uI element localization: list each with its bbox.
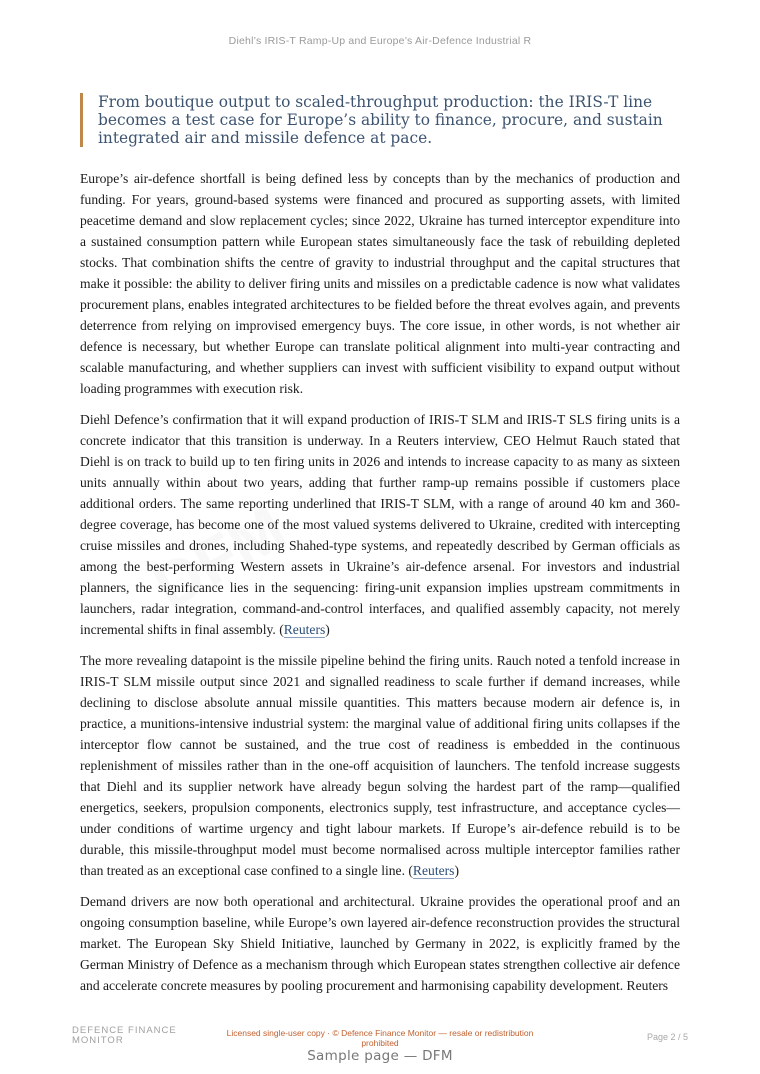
citation-link-reuters[interactable]: Reuters (412, 863, 455, 878)
page-number: Page 2 / 5 (646, 1032, 688, 1042)
footer-brand (72, 1026, 212, 1046)
body-paragraph (80, 168, 680, 399)
body-paragraph (80, 409, 680, 640)
running-header: Diehl’s IRIS-T Ramp-Up and Europe’s Air-Defence Industrial R (228, 35, 532, 47)
body-paragraph (80, 650, 680, 881)
paragraph-text: Demand drivers are now both operational and architectural. Ukraine provides the operational proof and an ongoing consumption baseline, while Europe’s own layered air-defence reconstruction provides the structural market. The European Sky Shield Initiative, launched by Germany in 2022, is explicitly framed by the German Ministry of Defence as a mechanism through which European states strengthen collective air defence and accelerate concrete measures by pooling procurement and harmonising capability development. Reuters (80, 894, 680, 993)
citation: (Reuters) (279, 622, 330, 637)
brand-line: MONITOR (72, 1035, 124, 1046)
paragraph-text: The more revealing datapoint is the missile pipeline behind the firing units. Rauch noted a tenfold increase in IRIS-T SLM missile output since 2021 and signalled readiness to scale further if demand increases, while declining to disclose absolute annual missile quantities. This matters because modern air defence is, in practice, a munitions-intensive industrial system: the marginal value of additional firing units collapses if the interceptor flow cannot be sustained, and the true cost of readiness is embedded in the continuous replenishment of missiles rather than in the one-off acquisition of launchers. The tenfold increase suggests that Diehl and its supplier network have already begun solving the hardest part of the ramp—qualified energetics, seekers, propulsion components, electronics supply, test infrastructure, and acceptance cycles—under conditions of wartime urgency and tight labour markets. If Europe’s air-defence rebuild is to be durable, this missile-throughput model must become normalised across multiple interceptor families rather than treated as an exceptional case confined to a single line. (80, 653, 680, 878)
sample-page-label: Sample page — DFM (307, 1048, 453, 1064)
citation: (Reuters) (408, 863, 459, 878)
paragraph-text: Diehl Defence’s confirmation that it will expand production of IRIS-T SLM and IRIS-T SLS firing units is a concrete indicator that this transition is underway. In a Reuters interview, CEO Helmut Rauch stated that Diehl is on track to build up to ten firing units in 2026 and intends to increase capacity to as many as sixteen units annually within about two years, adding that further ramp-up remains possible if customers place additional orders. The same reporting underlined that IRIS-T SLM, with a range of around 40 km and 360-degree coverage, has become one of the most valued systems delivered to Ukraine, credited with intercepting cruise missiles and drones, including Shahed-type systems, and repeatedly described by German officials as among the best-performing Western assets in Ukraine’s air-defence arsenal. For investors and industrial planners, the significance lies in the sequencing: firing-unit expansion implies upstream commitments in launchers, radar integration, command-and-control interfaces, and qualified assembly capacity, not merely incremental shifts in final assembly. (80, 412, 680, 637)
watermark: DFM (141, 491, 298, 623)
license-line: prohibited (361, 1038, 399, 1048)
paragraph-text: Europe’s air-defence shortfall is being defined less by concepts than by the mechanics of production and funding. For years, ground-based systems were financed and procured as supporting assets, with limited peacetime demand and slow replacement cycles; since 2022, Ukraine has turned interceptor expenditure into a sustained consumption pattern while European states simultaneously face the task of rebuilding depleted stocks. That combination shifts the centre of gravity to industrial throughput and the capital structures that make it possible: the ability to deliver firing units and missiles on a predictable cadence is now what validates procurement plans, enables integrated architectures to be fielded before the threat evolves again, and prevents deterrence from relying on improvised emergency buys. The core issue, in other words, is not whether air defence is necessary, but whether Europe can translate political alignment into multi-year contracting and scalable manufacturing, and whether suppliers can invest with sufficient visibility to expand output without loading programmes with execution risk. (80, 171, 680, 396)
citation-link-reuters[interactable]: Reuters (283, 622, 326, 637)
article-body (80, 168, 680, 1006)
license-line: Licensed single-user copy · © Defence Finance Monitor — resale or redistribution (226, 1028, 534, 1038)
brand-line: DEFENCE FINANCE (72, 1025, 177, 1036)
license-notice (220, 1028, 540, 1048)
article-deck: From boutique output to scaled-throughput production: the IRIS-T line becomes a test case for Europe’s ability to finance, procure, and sustain integrated air and missile defence at pace. (80, 93, 680, 147)
body-paragraph (80, 891, 680, 996)
